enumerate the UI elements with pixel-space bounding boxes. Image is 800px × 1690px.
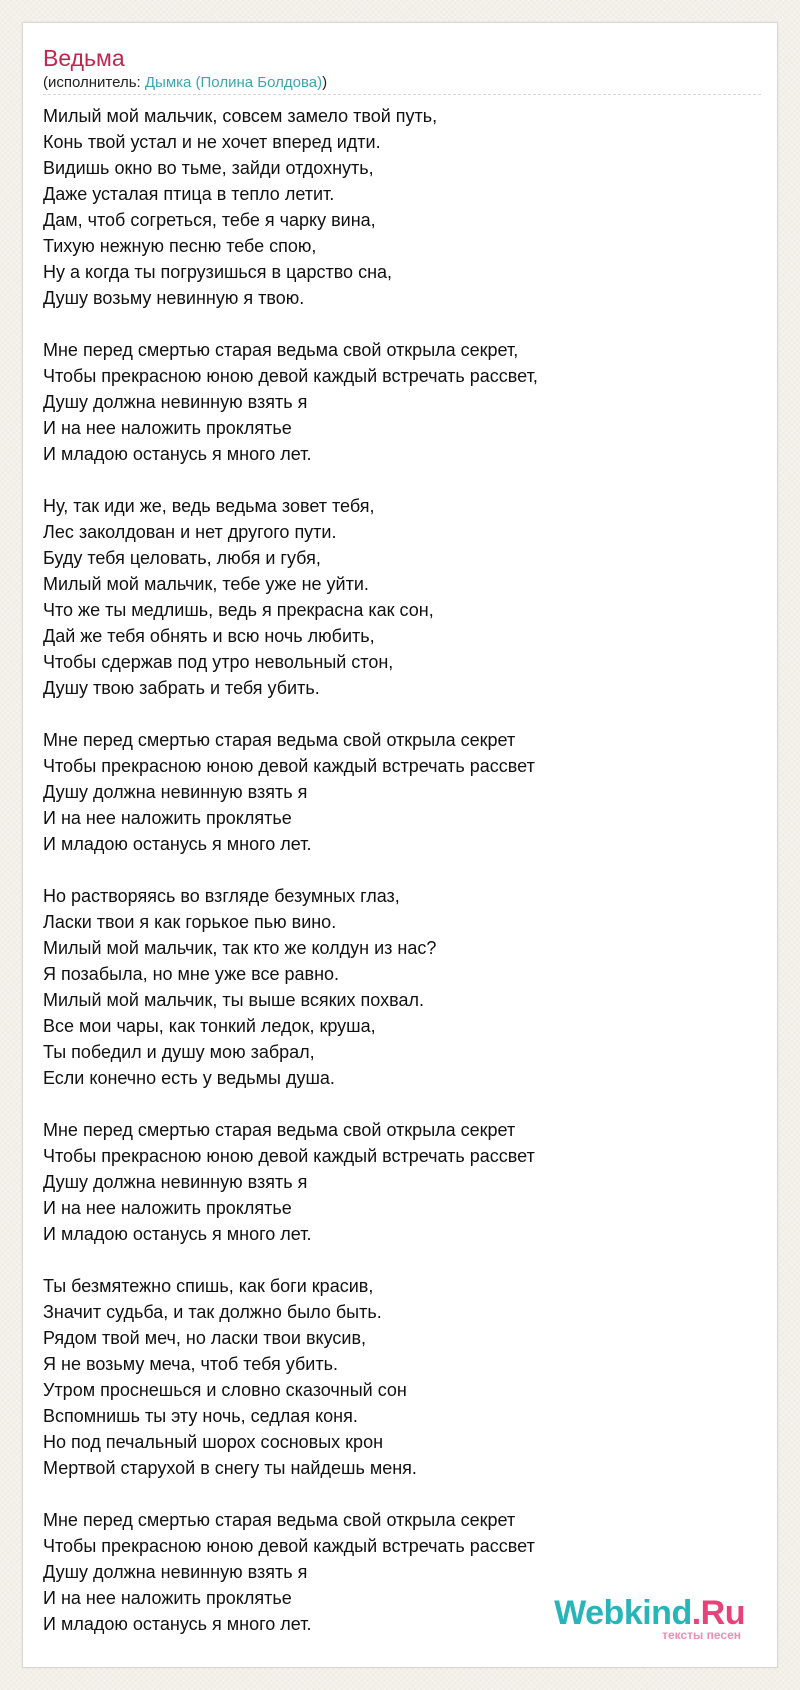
lyric-line: Если конечно есть у ведьмы душа. <box>43 1068 335 1088</box>
logo-tagline: тексты песен <box>662 1628 741 1642</box>
lyric-line: Мне перед смертью старая ведьма свой открыла секрет <box>43 730 516 750</box>
lyrics-stanza <box>43 883 753 1091</box>
lyric-line: Чтобы сдержав под утро невольный стон, <box>43 652 394 672</box>
logo-name: Webkind <box>554 1594 692 1632</box>
lyrics-stanza <box>43 103 753 311</box>
lyric-line: И младою останусь я много лет. <box>43 444 312 464</box>
webkind-logo <box>545 1595 745 1643</box>
lyric-line: Но под печальный шорох сосновых крон <box>43 1432 384 1452</box>
lyric-line: И младою останусь я много лет. <box>43 1614 312 1634</box>
lyric-line: Лес заколдован и нет другого пути. <box>43 522 337 542</box>
lyric-line: И младою останусь я много лет. <box>43 1224 312 1244</box>
logo-wordmark <box>554 1595 745 1631</box>
lyric-line: Ну, так иди же, ведь ведьма зовет тебя, <box>43 496 375 516</box>
lyric-line: Чтобы прекрасною юною девой каждый встречать рассвет <box>43 1146 535 1166</box>
lyric-line: И на нее наложить проклятье <box>43 1588 292 1608</box>
lyric-line: Душу должна невинную взять я <box>43 782 308 802</box>
lyric-line: Ты победил и душу мою забрал, <box>43 1042 315 1062</box>
lyric-line: Душу должна невинную взять я <box>43 1172 308 1192</box>
lyric-line: Душу должна невинную взять я <box>43 1562 308 1582</box>
lyric-line: Душу возьму невинную я твою. <box>43 288 305 308</box>
lyric-line: Чтобы прекрасною юною девой каждый встречать рассвет <box>43 1536 535 1556</box>
lyric-line: Милый мой мальчик, ты выше всяких похвал. <box>43 990 424 1010</box>
lyric-line: Мертвой старухой в снегу ты найдешь меня. <box>43 1458 417 1478</box>
lyric-line: Ну а когда ты погрузишься в царство сна, <box>43 262 393 282</box>
lyrics-stanza <box>43 1273 753 1481</box>
lyric-line: Видишь окно во тьме, зайди отдохнуть, <box>43 158 374 178</box>
lyric-line: Мне перед смертью старая ведьма свой открыла секрет <box>43 1120 516 1140</box>
lyric-line: Вспомнишь ты эту ночь, седлая коня. <box>43 1406 358 1426</box>
lyric-line: Значит судьба, и так должно было быть. <box>43 1302 382 1322</box>
lyric-line: Даже усталая птица в тепло летит. <box>43 184 335 204</box>
lyric-line: Я позабыла, но мне уже все равно. <box>43 964 340 984</box>
lyric-line: Конь твой устал и не хочет вперед идти. <box>43 132 381 152</box>
lyric-line: Дам, чтоб согреться, тебе я чарку вина, <box>43 210 376 230</box>
lyric-line: Тихую нежную песню тебе спою, <box>43 236 317 256</box>
lyric-line: Милый мой мальчик, совсем замело твой путь, <box>43 106 438 126</box>
lyric-line: И младою останусь я много лет. <box>43 834 312 854</box>
lyric-line: И на нее наложить проклятье <box>43 1198 292 1218</box>
lyric-line: И на нее наложить проклятье <box>43 418 292 438</box>
lyric-line: Я не возьму меча, чтоб тебя убить. <box>43 1354 338 1374</box>
lyric-line: Чтобы прекрасною юною девой каждый встречать рассвет, <box>43 366 538 386</box>
header-divider <box>43 94 761 95</box>
lyric-line: Милый мой мальчик, так кто же колдун из нас? <box>43 938 437 958</box>
lyrics-stanza <box>43 1117 753 1247</box>
logo-domain: .Ru <box>691 1594 745 1632</box>
lyrics-stanza <box>43 337 753 467</box>
lyric-line: Рядом твой меч, но ласки твои вкусив, <box>43 1328 367 1348</box>
lyric-line: Душу должна невинную взять я <box>43 392 308 412</box>
lyric-line: Ласки твои я как горькое пью вино. <box>43 912 337 932</box>
lyric-line: Дай же тебя обнять и всю ночь любить, <box>43 626 375 646</box>
lyric-line: Душу твою забрать и тебя убить. <box>43 678 320 698</box>
artist-suffix: ) <box>322 74 328 91</box>
lyric-line: Что же ты медлишь, ведь я прекрасна как сон, <box>43 600 434 620</box>
lyric-line: И на нее наложить проклятье <box>43 808 292 828</box>
lyrics-stanza <box>43 493 753 701</box>
lyric-line: Буду тебя целовать, любя и губя, <box>43 548 321 568</box>
artist-link[interactable]: Дымка (Полина Болдова) <box>144 74 323 91</box>
lyric-line: Все мои чары, как тонкий ледок, круша, <box>43 1016 376 1036</box>
lyric-line: Ты безмятежно спишь, как боги красив, <box>43 1276 374 1296</box>
lyric-line: Но растворяясь во взгляде безумных глаз, <box>43 886 400 906</box>
lyric-line: Мне перед смертью старая ведьма свой открыла секрет, <box>43 340 519 360</box>
lyric-line: Чтобы прекрасною юною девой каждый встречать рассвет <box>43 756 535 776</box>
lyric-line: Мне перед смертью старая ведьма свой открыла секрет <box>43 1510 516 1530</box>
song-title: Ведьма <box>43 45 125 71</box>
lyrics-body <box>43 103 753 1663</box>
lyric-line: Милый мой мальчик, тебе уже не уйти. <box>43 574 369 594</box>
lyrics-card <box>22 22 778 1668</box>
lyric-line: Утром проснешься и словно сказочный сон <box>43 1380 407 1400</box>
lyrics-stanza <box>43 727 753 857</box>
artist-prefix: (исполнитель: <box>43 74 145 91</box>
artist-line <box>43 73 327 93</box>
